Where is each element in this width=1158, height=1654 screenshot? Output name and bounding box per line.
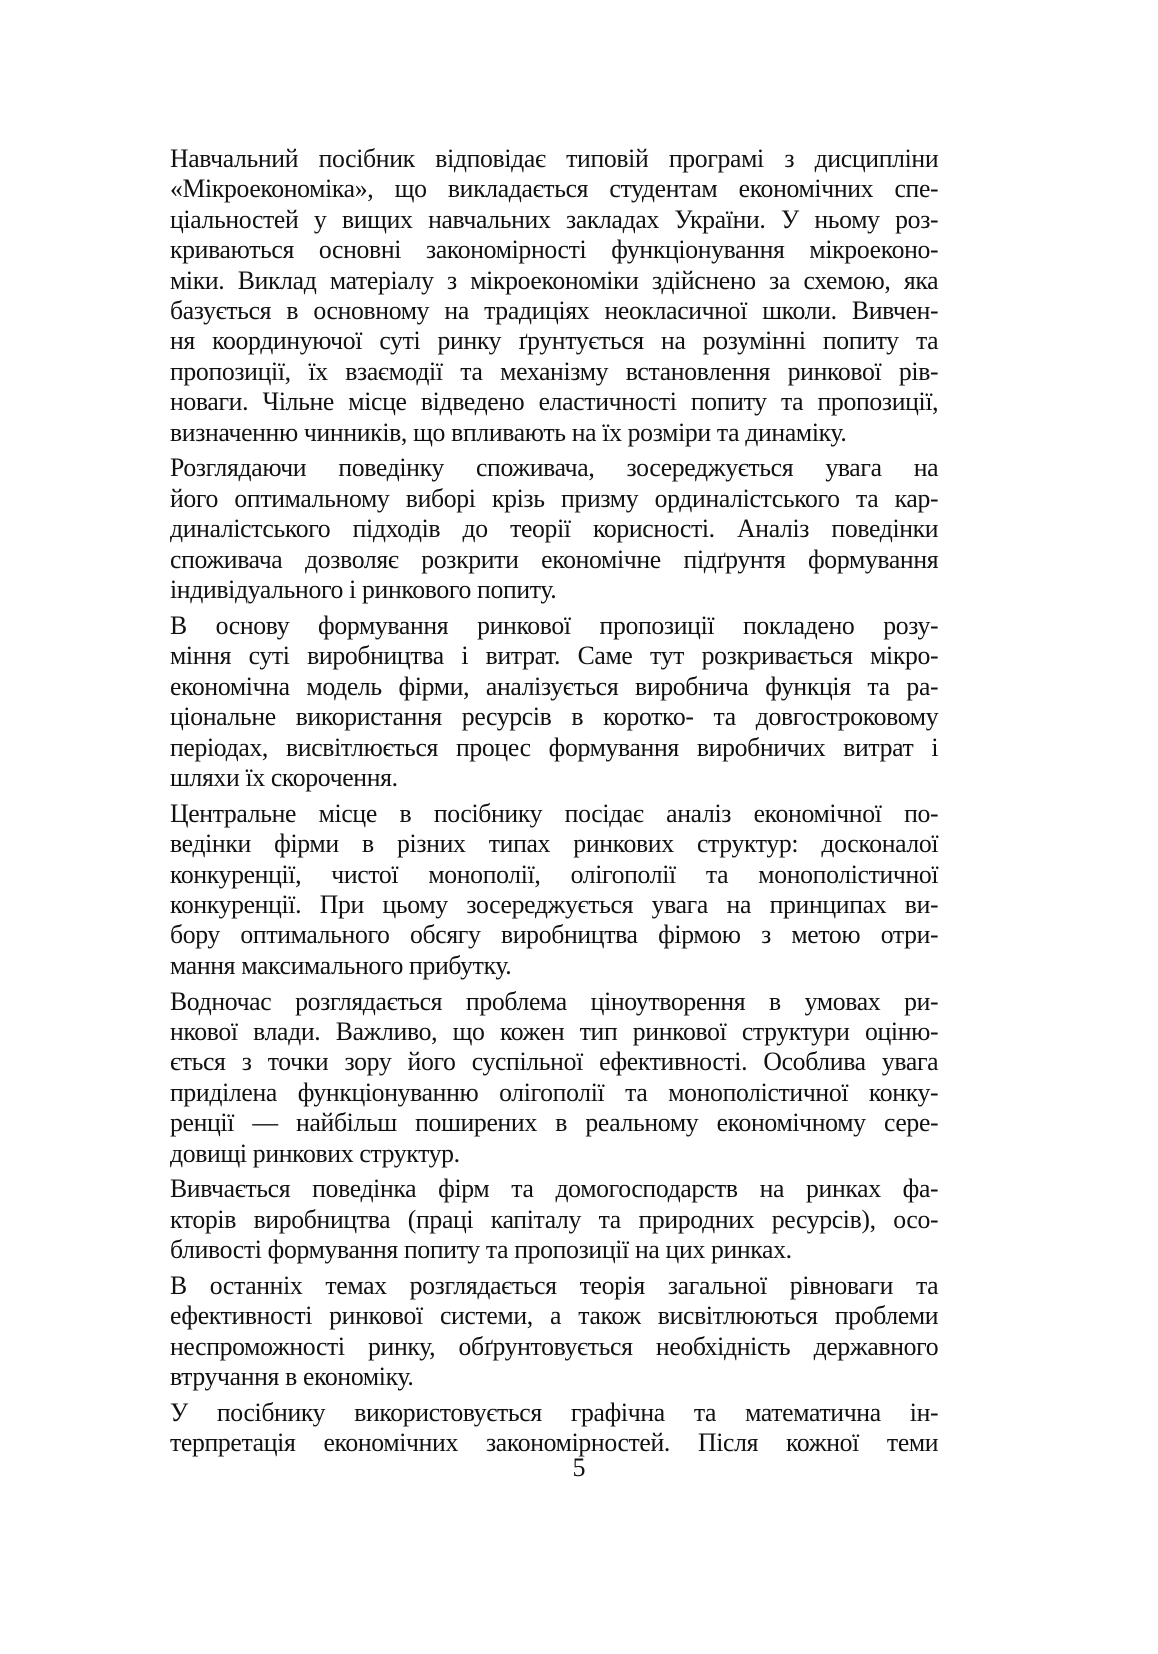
text-line: нкової влади. Важливо, що кожен тип ринкової структури оціню- (170, 1015, 939, 1046)
text-line: втручання в економіку. (170, 1361, 414, 1392)
text-line: Розглядаючи поведінку споживача, зосереджується увага на (170, 452, 939, 483)
paragraph (170, 143, 938, 447)
paragraph (170, 1270, 938, 1392)
text-line: економічна модель фірми, аналізується виробнича функція та ра- (170, 670, 939, 701)
document-body (170, 143, 938, 1463)
text-line: В основу формування ринкової пропозиції покладено розу- (170, 609, 939, 640)
text-line: неспроможності ринку, обґрунтовується необхідність державного (170, 1330, 939, 1361)
text-line: криваються основні закономірності функціонування мікроеконо- (170, 234, 939, 265)
text-line: конкуренції. При цьому зосереджується увага на принципах ви- (170, 888, 939, 919)
text-line: В останніх темах розглядається теорія загальної рівноваги та (170, 1269, 939, 1300)
text-line: Водночас розглядається проблема ціноутворення в умовах ри- (170, 985, 939, 1016)
text-line: приділена функціонуванню олігополії та монополістичної конку- (170, 1076, 939, 1107)
text-line: міння суті виробництва і витрат. Саме тут розкривається мікро- (170, 640, 939, 671)
text-line: ведінки фірми в різних типах ринкових структур: досконалої (170, 828, 939, 859)
text-line: диналістського підходів до теорії корисності. Аналіз поведінки (170, 513, 939, 544)
paragraph (170, 798, 938, 980)
text-line: конкуренції, чистої монополії, олігополії та монополістичної (170, 858, 939, 889)
text-line: довищі ринкових структур. (170, 1137, 460, 1168)
text-line: базується в основному на традиціях неокласичної школи. Вивчен- (170, 295, 939, 326)
text-line: ціальностей у вищих навчальних закладах України. У ньому роз- (170, 203, 939, 234)
text-line: визначенню чинників, що впливають на їх розміри та динаміку. (170, 416, 847, 447)
text-line: Вивчається поведінка фірм та домогосподарств на ринках фа- (170, 1173, 939, 1204)
text-line: Навчальний посібник відповідає типовій програмі з дисципліни (170, 143, 939, 173)
text-line: шляхи їх скорочення. (170, 761, 398, 792)
paragraph (170, 610, 938, 792)
text-line: терпретація економічних закономірностей. Після кожної теми (170, 1427, 939, 1458)
text-line: періодах, висвітлюється процес формування виробничих витрат і (170, 731, 939, 762)
text-line: ціональне використання ресурсів в коротко- та довгостроковому (170, 701, 939, 732)
text-line: ня координуючої суті ринку ґрунтується на розумінні попиту та (170, 325, 939, 356)
text-line: ренції — найбільш поширених в реальному економічному сере- (170, 1107, 939, 1138)
paragraph (170, 1397, 938, 1458)
page-number: 5 (572, 1453, 586, 1482)
text-line: ефективності ринкової системи, а також висвітлюються проблеми (170, 1300, 939, 1331)
text-line: У посібнику використовується графічна та математична ін- (170, 1396, 939, 1427)
text-line: його оптимальному виборі крізь призму ординалістського та кар- (170, 482, 939, 513)
text-line: ється з точки зору його суспільної ефективності. Особлива увага (170, 1046, 939, 1077)
text-line: кторів виробництва (праці капіталу та природних ресурсів), осо- (170, 1203, 939, 1234)
text-line: бору оптимального обсягу виробництва фірмою з метою отри- (170, 919, 939, 950)
paragraph (170, 986, 938, 1168)
text-line: «Мікроекономіка», що викладається студентам економічних спе- (170, 173, 939, 204)
text-line: бливості формування попиту та пропозиції на цих ринках. (170, 1234, 792, 1265)
text-line: споживача дозволяє розкрити економічне підґрунтя формування (170, 543, 939, 574)
paragraph (170, 452, 938, 604)
text-line: міки. Виклад матеріалу з мікроекономіки здійснено за схемою, яка (170, 264, 939, 295)
text-line: індивідуального і ринкового попиту. (170, 574, 557, 605)
text-line: мання максимального прибутку. (170, 949, 512, 980)
text-line: Центральне місце в посібнику посідає аналіз економічної по- (170, 797, 939, 828)
text-line: новаги. Чільне місце відведено еластичності попиту та пропозиції, (170, 386, 939, 417)
paragraph (170, 1173, 938, 1264)
text-line: пропозиції, їх взаємодії та механізму встановлення ринкової рів- (170, 355, 939, 386)
